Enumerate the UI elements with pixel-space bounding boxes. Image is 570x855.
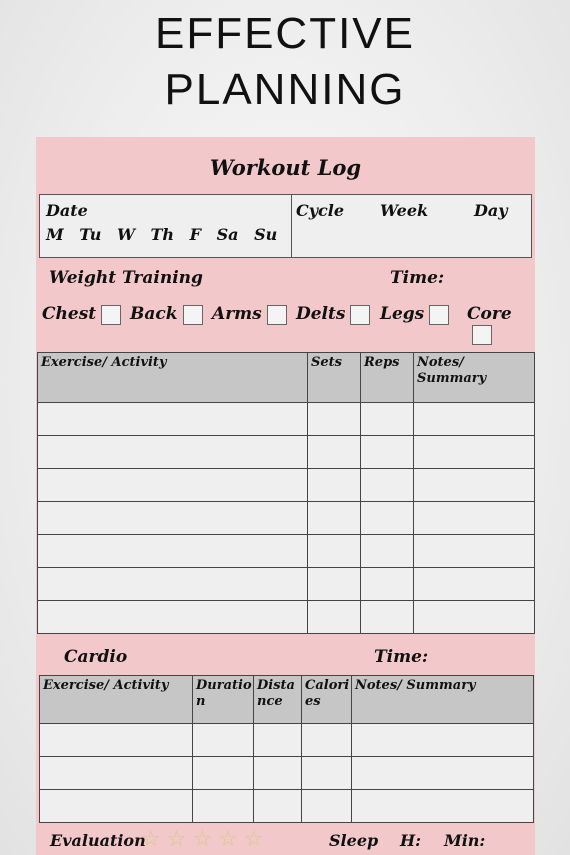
table-cell[interactable] [254, 790, 302, 823]
column-header: Calori es [302, 676, 352, 724]
star-rating[interactable]: ☆☆☆☆☆ [141, 827, 270, 852]
weekday-option[interactable]: Su [254, 225, 278, 244]
hero-title-line-2: PLANNING [164, 65, 406, 114]
body-part-label: Chest [42, 304, 97, 324]
strength-table-header [38, 353, 535, 403]
table-cell[interactable] [361, 403, 414, 436]
table-row [40, 724, 534, 757]
table-cell[interactable] [414, 469, 535, 502]
weight-training-label: Weight Training [49, 268, 203, 288]
body-part-arms[interactable] [212, 304, 287, 325]
table-row [38, 568, 535, 601]
date-label: Date [46, 201, 88, 220]
table-cell[interactable] [38, 436, 308, 469]
body-part-chest[interactable] [42, 304, 121, 325]
week-label: Week [380, 201, 429, 220]
table-cell[interactable] [308, 535, 361, 568]
table-cell[interactable] [38, 535, 308, 568]
table-cell[interactable] [308, 568, 361, 601]
weekday-option[interactable]: M [46, 225, 64, 244]
chest-checkbox[interactable] [101, 305, 121, 325]
table-cell[interactable] [308, 403, 361, 436]
cardio-table-body [40, 724, 534, 823]
column-header: Exercise/ Activity [38, 353, 308, 403]
table-cell[interactable] [414, 535, 535, 568]
column-header: Exercise/ Activity [40, 676, 193, 724]
table-cell[interactable] [352, 757, 534, 790]
table-cell[interactable] [361, 502, 414, 535]
sleep-label: Sleep [329, 831, 379, 850]
weekday-option[interactable]: Sa [216, 225, 239, 244]
table-cell[interactable] [308, 436, 361, 469]
strength-table-body [38, 403, 535, 634]
weekday-option[interactable]: W [116, 225, 135, 244]
body-part-label: Arms [212, 304, 262, 324]
workout-log-sheet [36, 137, 535, 855]
arms-checkbox[interactable] [267, 305, 287, 325]
back-checkbox[interactable] [183, 305, 203, 325]
column-header: Sets [308, 353, 361, 403]
cardio-label: Cardio [64, 647, 128, 667]
table-cell[interactable] [38, 502, 308, 535]
table-cell[interactable] [40, 757, 193, 790]
cycle-label: Cycle [296, 201, 345, 220]
strength-table [37, 352, 535, 634]
body-part-legs[interactable] [380, 304, 449, 325]
weekday-option[interactable]: F [189, 225, 201, 244]
weight-time-label: Time: [390, 268, 445, 288]
hero-title-line-1: EFFECTIVE [154, 9, 416, 58]
table-cell[interactable] [193, 724, 254, 757]
column-header: Reps [361, 353, 414, 403]
table-row [38, 502, 535, 535]
core-checkbox[interactable] [472, 325, 492, 345]
weekday-option[interactable]: Th [150, 225, 175, 244]
date-cycle-box [39, 194, 532, 258]
table-cell[interactable] [414, 601, 535, 634]
cardio-table-header [40, 676, 534, 724]
table-cell[interactable] [302, 757, 352, 790]
table-cell[interactable] [308, 469, 361, 502]
cardio-time-label: Time: [374, 647, 429, 667]
table-cell[interactable] [308, 601, 361, 634]
sleep-hours-label: H: [400, 831, 422, 850]
column-header: Notes/ Summary [352, 676, 534, 724]
cardio-table [39, 675, 534, 823]
table-cell[interactable] [40, 790, 193, 823]
column-header: Duratio n [193, 676, 254, 724]
table-row [38, 403, 535, 436]
weekday-option[interactable]: Tu [79, 225, 102, 244]
body-part-label: Delts [296, 304, 346, 324]
table-row [40, 757, 534, 790]
table-cell[interactable] [361, 601, 414, 634]
body-part-label: Legs [380, 304, 425, 324]
table-cell[interactable] [361, 436, 414, 469]
body-part-delts[interactable] [296, 304, 370, 325]
log-title: Workout Log [209, 155, 362, 180]
table-cell[interactable] [302, 790, 352, 823]
table-cell[interactable] [40, 724, 193, 757]
table-row [38, 436, 535, 469]
body-part-back[interactable] [130, 304, 203, 325]
table-cell[interactable] [38, 601, 308, 634]
table-row [38, 469, 535, 502]
table-row [38, 535, 535, 568]
table-cell[interactable] [308, 502, 361, 535]
legs-checkbox[interactable] [429, 305, 449, 325]
body-part-label: Core [467, 304, 512, 324]
table-cell[interactable] [414, 502, 535, 535]
table-row [38, 601, 535, 634]
table-cell[interactable] [361, 568, 414, 601]
table-cell[interactable] [38, 568, 308, 601]
table-cell[interactable] [361, 535, 414, 568]
body-part-label: Back [130, 304, 178, 324]
column-header: Notes/ Summary [414, 353, 535, 403]
table-cell[interactable] [352, 724, 534, 757]
table-cell[interactable] [193, 790, 254, 823]
table-cell[interactable] [352, 790, 534, 823]
day-label: Day [474, 201, 508, 220]
weekday-selector [46, 225, 287, 244]
table-cell[interactable] [361, 469, 414, 502]
table-cell[interactable] [193, 757, 254, 790]
table-cell[interactable] [38, 469, 308, 502]
table-cell[interactable] [254, 724, 302, 757]
date-box-divider [291, 195, 292, 257]
delts-checkbox[interactable] [350, 305, 370, 325]
evaluation-label: Evaluation [50, 831, 146, 850]
table-cell[interactable] [302, 724, 352, 757]
hero-title [0, 6, 570, 118]
body-part-core[interactable] [467, 304, 535, 345]
table-row [40, 790, 534, 823]
table-cell[interactable] [38, 403, 308, 436]
table-cell[interactable] [414, 436, 535, 469]
column-header: Dista nce [254, 676, 302, 724]
table-cell[interactable] [414, 403, 535, 436]
sleep-minutes-label: Min: [444, 831, 486, 850]
table-cell[interactable] [254, 757, 302, 790]
table-cell[interactable] [414, 568, 535, 601]
